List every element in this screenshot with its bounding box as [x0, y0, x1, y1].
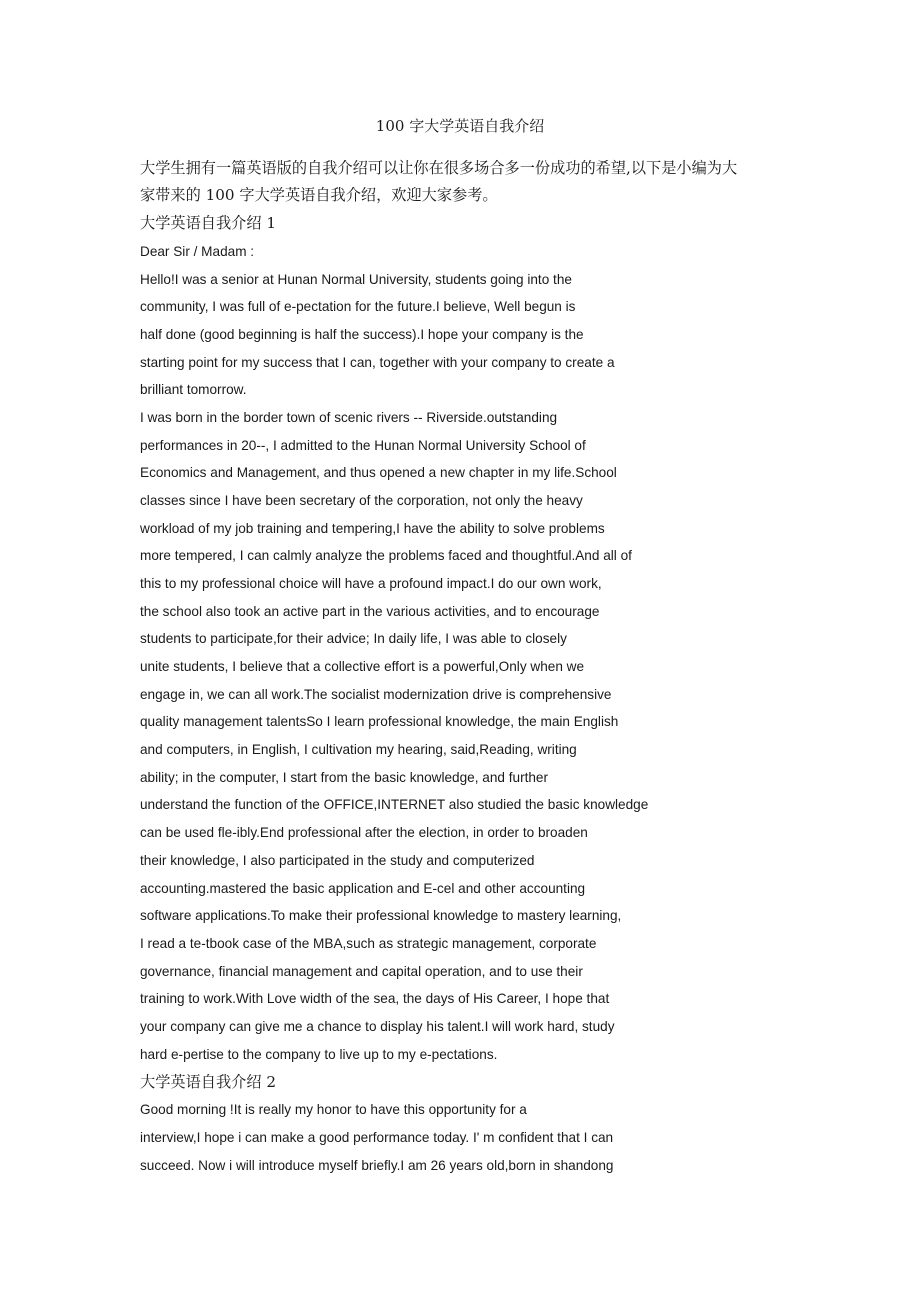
body-line: engage in, we can all work.The socialist modernization drive is comprehensive	[140, 687, 612, 702]
body-line: your company can give me a chance to display his talent.I will work hard, study	[140, 1019, 615, 1034]
body-line: understand the function of the OFFICE,INTERNET also studied the basic knowledge	[140, 797, 649, 812]
body-line: software applications.To make their professional knowledge to mastery learning,	[140, 908, 622, 923]
body-line: Economics and Management, and thus opened a new chapter in my life.School	[140, 465, 617, 480]
section-heading: 大学英语自我介绍 2	[140, 1073, 276, 1091]
body-line: half done (good beginning is half the success).I hope your company is the	[140, 327, 584, 342]
body-line: performances in 20--, I admitted to the Hunan Normal University School of	[140, 438, 586, 453]
body-line: quality management talentsSo I learn professional knowledge, the main English	[140, 714, 619, 729]
body-line: this to my professional choice will have a profound impact.I do our own work,	[140, 576, 602, 591]
body-line: can be used fle-ibly.End professional after the election, in order to broaden	[140, 825, 588, 840]
body-line: classes since I have been secretary of the corporation, not only the heavy	[140, 493, 583, 508]
body-line: unite students, I believe that a collective effort is a powerful,Only when we	[140, 659, 585, 674]
body-line: interview,I hope i can make a good performance today. I' m confident that I can	[140, 1130, 614, 1145]
body-line: Hello!I was a senior at Hunan Normal University, students going into the	[140, 272, 572, 287]
salutation: Dear Sir / Madam :	[140, 244, 255, 259]
body-line: the school also took an active part in the various activities, and to encourage	[140, 604, 600, 619]
body-line: Good morning !It is really my honor to have this opportunity for a	[140, 1102, 527, 1117]
section-heading: 大学英语自我介绍 1	[140, 214, 276, 232]
intro-line: 家带来的 100 字大学英语自我介绍，欢迎大家参考。	[140, 186, 498, 204]
body-line: hard e-pertise to the company to live up to my e-pectations.	[140, 1047, 498, 1062]
document-title: 100 字大学英语自我介绍	[375, 117, 545, 135]
body-line: their knowledge, I also participated in the study and computerized	[140, 853, 535, 868]
body-line: more tempered, I can calmly analyze the problems faced and thoughtful.And all of	[140, 548, 632, 563]
body-line: governance, financial management and capital operation, and to use their	[140, 964, 583, 979]
body-line: brilliant tomorrow.	[140, 382, 247, 397]
intro-line: 大学生拥有一篇英语版的自我介绍可以让你在很多场合多一份成功的希望,以下是小编为大	[140, 159, 738, 177]
body-line: ability; in the computer, I start from the basic knowledge, and further	[140, 770, 549, 785]
body-line: students to participate,for their advice; In daily life, I was able to closely	[140, 631, 567, 646]
body-line: accounting.mastered the basic application and E-cel and other accounting	[140, 881, 586, 896]
body-line: workload of my job training and tempering,I have the ability to solve problems	[140, 521, 605, 536]
body-line: training to work.With Love width of the sea, the days of His Career, I hope that	[140, 991, 610, 1006]
body-line: I read a te-tbook case of the MBA,such as strategic management, corporate	[140, 936, 597, 951]
body-line: I was born in the border town of scenic rivers -- Riverside.outstanding	[140, 410, 558, 425]
body-line: and computers, in English, I cultivation my hearing, said,Reading, writing	[140, 742, 577, 757]
body-line: community, I was full of e-pectation for the future.I believe, Well begun is	[140, 299, 576, 314]
body-line: succeed. Now i will introduce myself briefly.I am 26 years old,born in shandong	[140, 1158, 614, 1173]
body-line: starting point for my success that I can, together with your company to create a	[140, 355, 615, 370]
